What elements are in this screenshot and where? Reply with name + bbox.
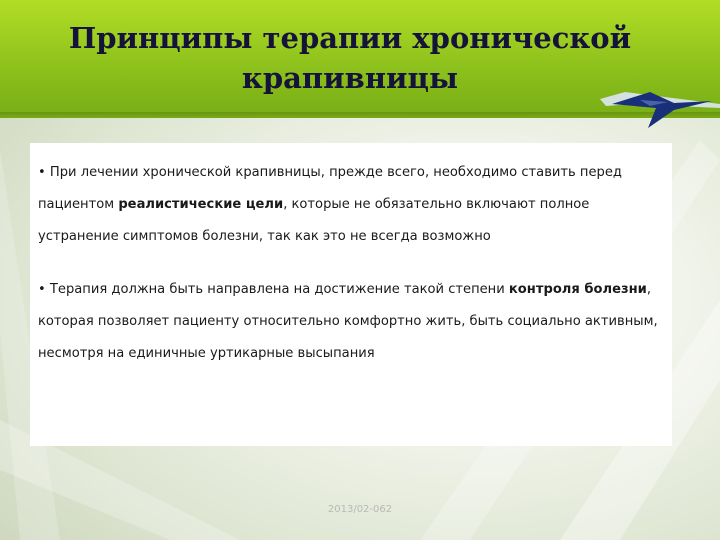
bullet-emphasis: контроля болезни [508, 282, 647, 297]
slide-footer: 2013/02-062 [327, 504, 393, 515]
bullet-marker: • [38, 282, 46, 297]
bullet-text: Терапия должна быть направлена на достижение такой степени [45, 282, 509, 297]
bullet-item [38, 274, 662, 370]
bullet-emphasis: реалистические цели [118, 197, 284, 212]
bullet-text-continued: , которая позволяет пациенту относительно комфортно жить, быть социально активным, несмотря на единичные уртикарные высыпания [38, 282, 658, 361]
bullet-text: При лечении хронической крапивницы, прежде всего, необходимо ставить перед пациентом [38, 165, 622, 212]
bullet-item [38, 157, 662, 253]
content-box [30, 143, 672, 446]
slide-title: Принципы терапии хронической крапивницы [68, 21, 632, 95]
arrow-right-icon [0, 0, 720, 140]
bullet-text-continued: , которые не обязательно включают полное устранение симптомов болезни, так как это не всегда возможно [38, 197, 590, 244]
bullet-marker: • [38, 165, 46, 180]
